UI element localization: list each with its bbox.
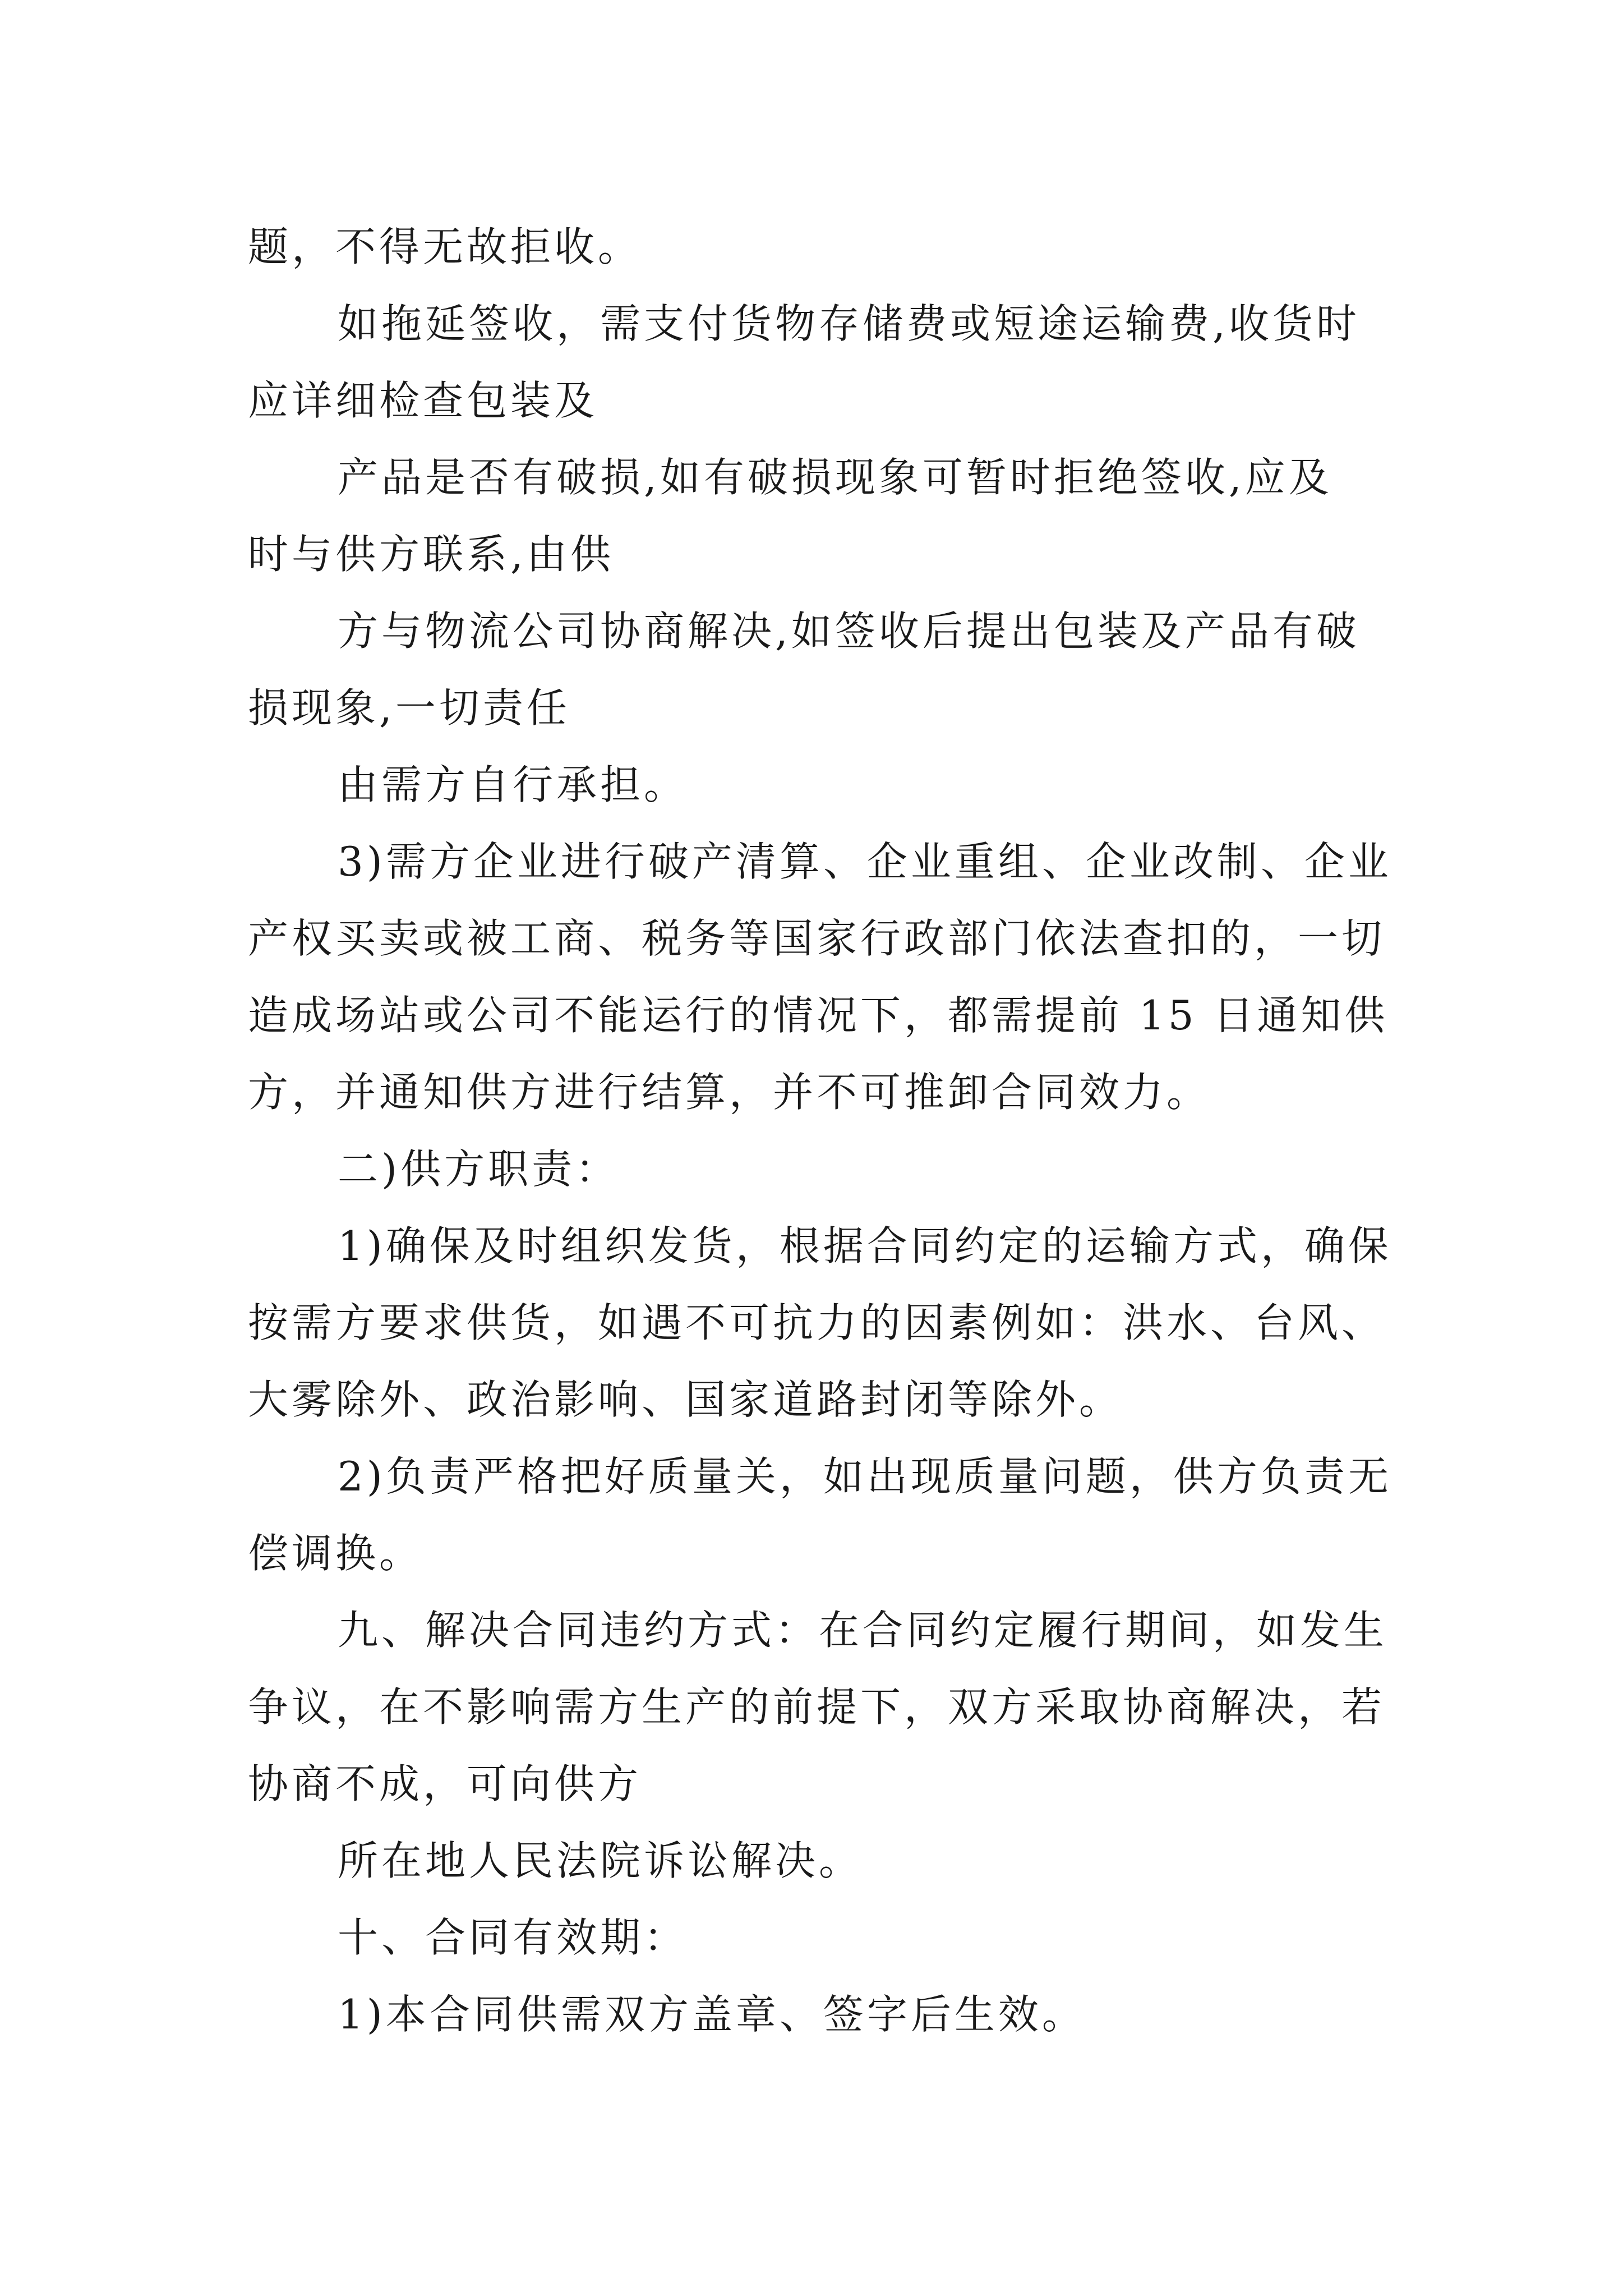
text-line: 损现象,一切责任 [248, 684, 570, 731]
text-line: 二)供方职责： [338, 1145, 620, 1193]
text-line: 协商不成，可向供方 [248, 1760, 642, 1807]
text-line: 方与物流公司协商解决,如签收后提出包装及产品有破 [338, 608, 1360, 655]
text-line: 十、合同有效期： [338, 1914, 688, 1961]
text-line: 所在地人民法院诉讼解决。 [338, 1837, 863, 1884]
text-line: 方，并通知供方进行结算，并不可推卸合同效力。 [248, 1069, 1211, 1116]
text-line: 题，不得无故拒收。 [248, 223, 642, 270]
text-line: 争议，在不影响需方生产的前提下，双方采取协商解决，若 [248, 1683, 1386, 1731]
text-line: 产品是否有破损,如有破损现象可暂时拒绝签收,应及 [338, 454, 1332, 501]
text-line: 按需方要求供货，如遇不可抗力的因素例如：洪水、台风、 [248, 1299, 1386, 1346]
text-line: 1)本合同供需双方盖章、签字后生效。 [338, 1991, 1086, 2038]
text-line: 产权买卖或被工商、税务等国家行政部门依法查扣的，一切 [248, 915, 1386, 962]
text-line: 九、解决合同违约方式：在合同约定履行期间，如发生 [338, 1607, 1388, 1654]
text-line: 偿调换。 [248, 1530, 423, 1577]
text-line: 应详细检查包装及 [248, 377, 598, 424]
text-line: 造成场站或公司不能运行的情况下，都需提前 15 日通知供 [248, 992, 1389, 1039]
text-line: 1)确保及时组织发货，根据合同约定的运输方式，确保 [338, 1222, 1392, 1269]
document-body [248, 209, 1392, 2053]
text-line: 由需方自行承担。 [338, 761, 688, 808]
text-line: 2)负责严格把好质量关，如出现质量问题，供方负责无 [338, 1453, 1392, 1500]
text-line: 大雾除外、政治影响、国家道路封闭等除外。 [248, 1376, 1123, 1423]
text-line: 3)需方企业进行破产清算、企业重组、企业改制、企业 [338, 838, 1392, 885]
text-line: 时与供方联系,由供 [248, 531, 614, 578]
text-line: 如拖延签收，需支付货物存储费或短途运输费,收货时 [338, 300, 1360, 347]
